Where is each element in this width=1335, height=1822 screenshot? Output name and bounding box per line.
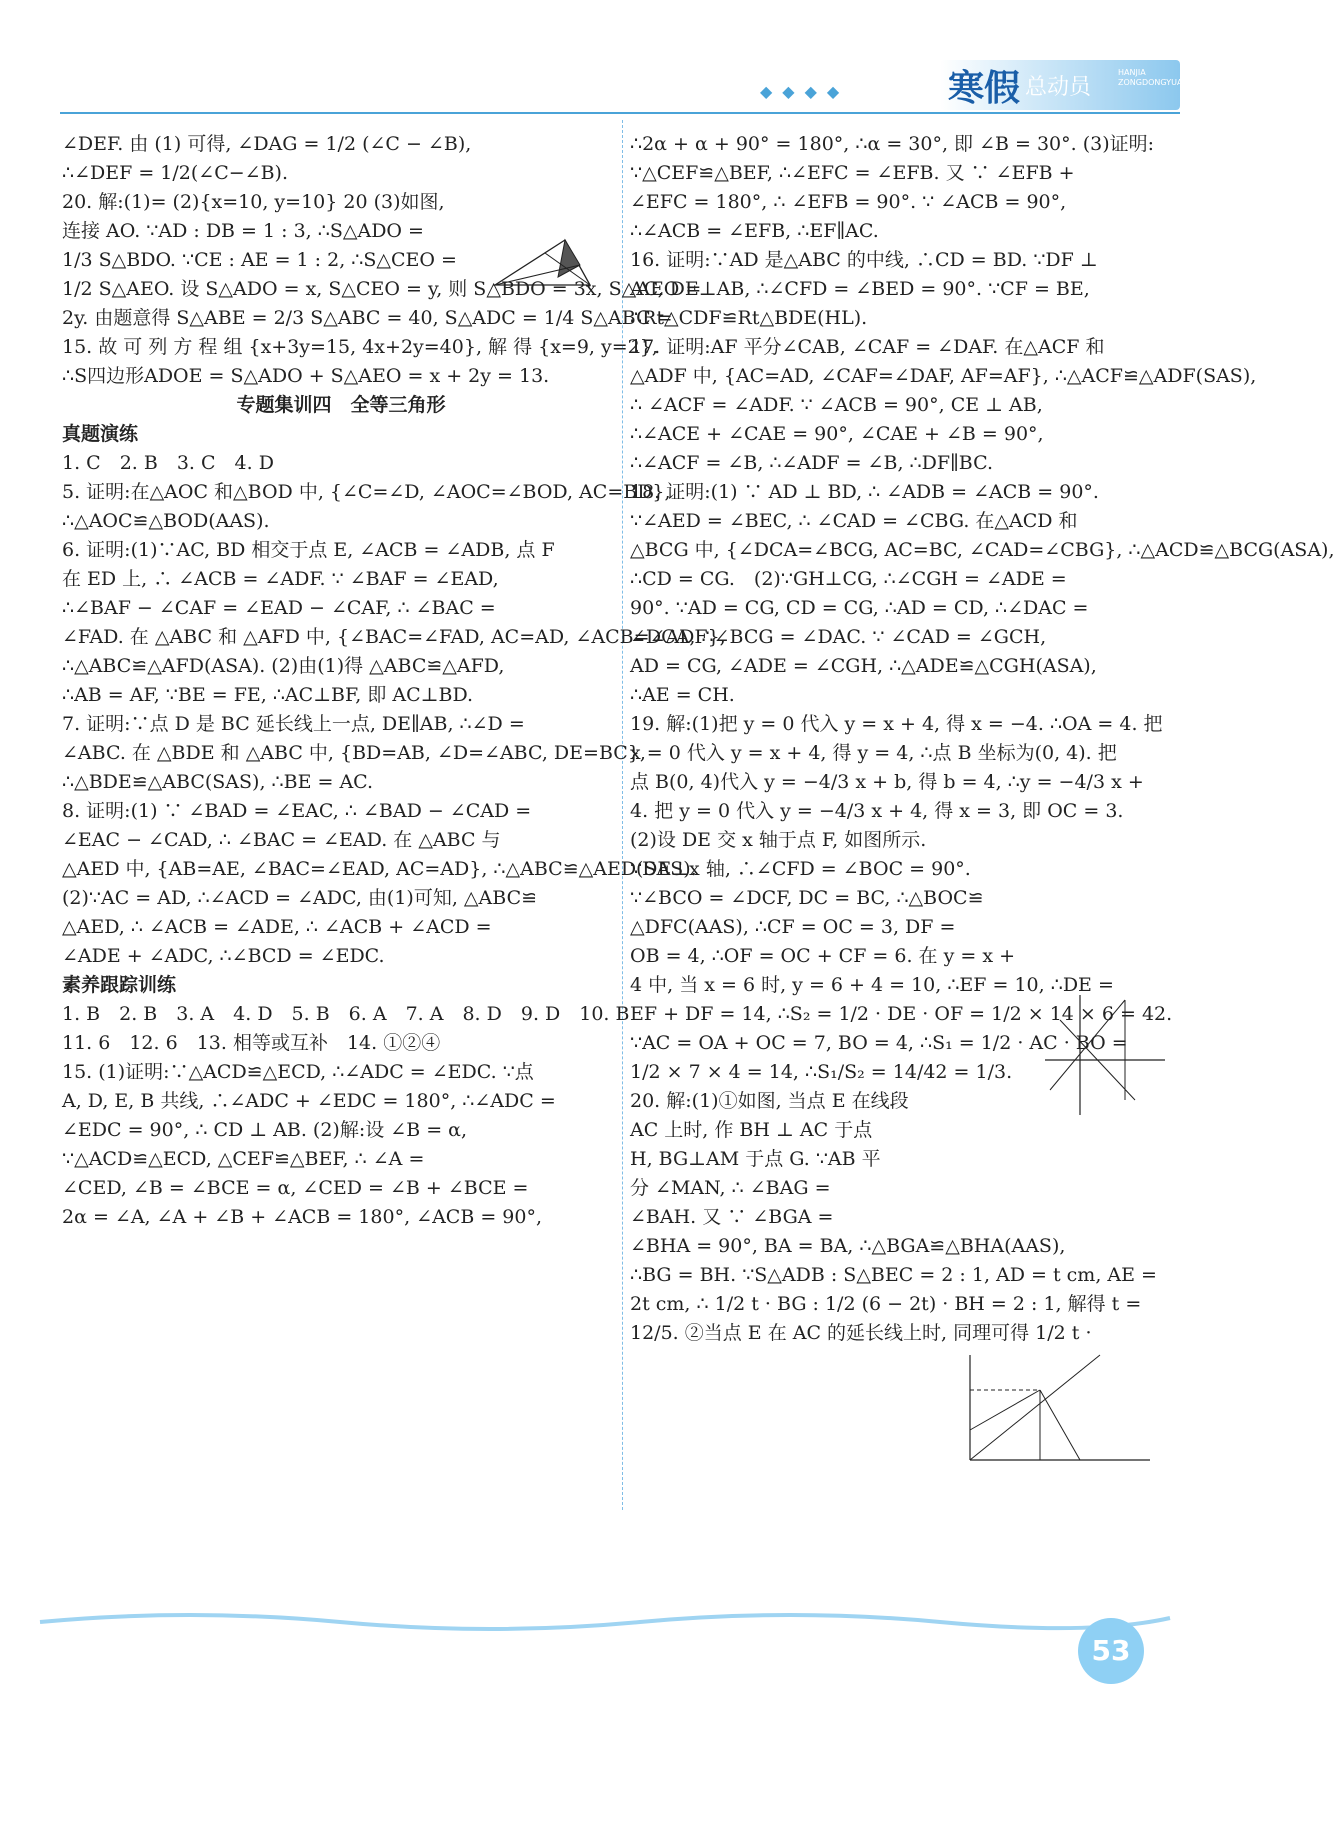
- text-line: ∠EAC − ∠CAD, ∴ ∠BAC = ∠EAD. 在 △ABC 与: [62, 829, 501, 851]
- text-line: AC, DE⊥AB, ∴∠CFD = ∠BED = 90°. ∵CF = BE,: [630, 278, 1090, 300]
- text-line: x = 0 代入 y = x + 4, 得 y = 4, ∴点 B 坐标为(0, 4). 把: [630, 742, 1117, 764]
- text-line: ∵∠BCO = ∠DCF, DC = BC, ∴△BOC≌: [630, 887, 984, 909]
- text-line: 在 ED 上, ∴ ∠ACB = ∠ADF. ∵ ∠BAF = ∠EAD,: [62, 568, 499, 590]
- text-line: 8. 证明:(1) ∵ ∠BAD = ∠EAC, ∴ ∠BAD − ∠CAD =: [62, 800, 532, 822]
- text-line: ∴AB = AF, ∵BE = FE, ∴AC⊥BF, 即 AC⊥BD.: [62, 684, 474, 706]
- header-diamonds: ◆◆◆◆: [760, 82, 850, 101]
- text-line: △DFC(AAS), ∴CF = OC = 3, DF =: [630, 916, 956, 938]
- text-line: ∠EFC = 180°, ∴ ∠EFB = 90°. ∵ ∠ACB = 90°,: [630, 191, 1067, 213]
- text-line: ∠EDC = 90°, ∴ CD ⊥ AB. (2)解:设 ∠B = α,: [62, 1119, 468, 1141]
- text-line: 7. 证明:∵点 D 是 BC 延长线上一点, DE∥AB, ∴∠D =: [62, 713, 525, 735]
- text-line: ∵∠AED = ∠BEC, ∴ ∠CAD = ∠CBG. 在△ACD 和: [630, 510, 1078, 532]
- text-line: △AED 中, {AB=AE, ∠BAC=∠EAD, AC=AD}, ∴△ABC≌△AED(SAS).: [62, 858, 697, 880]
- text-line: 1. B 2. B 3. A 4. D 5. B 6. A 7. A 8. D 9. D 10. B: [62, 1003, 630, 1025]
- text-line: 17. 证明:AF 平分∠CAB, ∠CAF = ∠DAF. 在△ACF 和: [630, 336, 1105, 358]
- brand-banner: [940, 60, 1189, 110]
- text-line: 4. 把 y = 0 代入 y = −4/3 x + 4, 得 x = 3, 即 OC = 3.: [630, 800, 1124, 822]
- text-line: EF + DF = 14, ∴S₂ = 1/2 · DE · OF = 1/2 × 14 × 6 = 42.: [630, 1003, 1173, 1025]
- text-line: (2)∵AC = AD, ∴∠ACD = ∠ADC, 由(1)可知, △ABC≌: [62, 887, 538, 909]
- subsection-title: 素养跟踪训练: [62, 974, 177, 996]
- text-line: 6. 证明:(1)∵AC, BD 相交于点 E, ∠ACB = ∠ADB, 点 F: [62, 539, 555, 561]
- text-line: ∠BHA = 90°, BA = BA, ∴△BGA≌△BHA(AAS),: [630, 1235, 1066, 1257]
- text-line: ∴ ∠ACF = ∠ADF. ∵ ∠ACB = 90°, CE ⊥ AB,: [630, 394, 1043, 416]
- brand-subtitle: 总动员: [1025, 75, 1092, 100]
- text-line: ∠CED, ∠B = ∠BCE = α, ∠CED = ∠B + ∠BCE =: [62, 1177, 529, 1199]
- text-line: ∴∠DEF = 1/2(∠C−∠B).: [62, 162, 288, 184]
- text-line: 20. 解:(1)①如图, 当点 E 在线段: [630, 1090, 909, 1112]
- text-line: 16. 证明:∵AD 是△ABC 的中线, ∴CD = BD. ∵DF ⊥: [630, 249, 1098, 271]
- text-line: ∵AC = OA + OC = 7, BO = 4, ∴S₁ = 1/2 · AC · BO =: [630, 1032, 1128, 1054]
- text-line: OB = 4, ∴OF = OC + CF = 6. 在 y = x +: [630, 945, 1016, 967]
- brand-english: HANJIA ZONGDONGYUAN: [1118, 68, 1189, 87]
- text-line: 11. 6 12. 6 13. 相等或互补 14. ①②④: [62, 1032, 441, 1054]
- section-title: 专题集训四 全等三角形: [236, 394, 446, 416]
- text-line: ∵DE⊥x 轴, ∴∠CFD = ∠BOC = 90°.: [630, 858, 971, 880]
- text-line: 2α = ∠A, ∠A + ∠B + ∠ACB = 180°, ∠ACB = 90°,: [62, 1206, 543, 1228]
- text-line: 2t cm, ∴ 1/2 t · BG : 1/2 (6 − 2t) · BH = 2 : 1, 解得 t =: [630, 1293, 1142, 1315]
- text-line: (2)设 DE 交 x 轴于点 F, 如图所示.: [630, 829, 927, 851]
- text-line: ∴△BDE≌△ABC(SAS), ∴BE = AC.: [62, 771, 374, 793]
- text-line: ∴∠BAF − ∠CAF = ∠EAD − ∠CAF, ∴ ∠BAC =: [62, 597, 496, 619]
- brand-title: 寒假: [948, 67, 1021, 109]
- text-line: ∴△AOC≌△BOD(AAS).: [62, 510, 270, 532]
- text-line: ∴S四边形ADOE = S△ADO + S△AEO = x + 2y = 13.: [62, 365, 550, 387]
- text-line: 1/2 S△AEO. 设 S△ADO = x, S△CEO = y, 则 S△BDO = 3x, S△AEO =: [62, 278, 702, 300]
- text-line: ∠BAH. 又 ∵ ∠BGA =: [630, 1206, 834, 1228]
- page-header: [60, 60, 1189, 120]
- text-line: 1/2 × 7 × 4 = 14, ∴S₁/S₂ = 14/42 = 1/3.: [630, 1061, 1013, 1083]
- text-line: 90°. ∵AD = CG, CD = CG, ∴AD = CD, ∴∠DAC =: [630, 597, 1089, 619]
- text-line: ∴CD = CG. (2)∵GH⊥CG, ∴∠CGH = ∠ADE =: [630, 568, 1067, 590]
- text-line: ∠FAD. 在 △ABC 和 △AFD 中, {∠BAC=∠FAD, AC=AD, ∠ACB=∠ADF},: [62, 626, 726, 648]
- text-line: 19. 解:(1)把 y = 0 代入 y = x + 4, 得 x = −4. ∴OA = 4. 把: [630, 713, 1163, 735]
- text-line: ∠ADE + ∠ADC, ∴∠BCD = ∠EDC.: [62, 945, 385, 967]
- text-line: ∠DCA, ∴∠BCG = ∠DAC. ∵ ∠CAD = ∠GCH,: [630, 626, 1047, 648]
- text-line: AD = CG, ∠ADE = ∠CGH, ∴△ADE≌△CGH(ASA),: [630, 655, 1097, 677]
- text-line: ∴∠ACB = ∠EFB, ∴EF∥AC.: [630, 220, 879, 242]
- text-line: 分 ∠MAN, ∴ ∠BAG =: [630, 1177, 831, 1199]
- text-line: △AED, ∴ ∠ACB = ∠ADE, ∴ ∠ACB + ∠ACD =: [62, 916, 492, 938]
- text-line: 5. 证明:在△AOC 和△BOD 中, {∠C=∠D, ∠AOC=∠BOD, AC=BD},: [62, 481, 671, 503]
- text-line: △BCG 中, {∠DCA=∠BCG, AC=BC, ∠CAD=∠CBG}, ∴△ACD≌△BCG(ASA),: [630, 539, 1335, 561]
- header-rule: [60, 112, 1180, 114]
- text-line: ∴∠ACF = ∠B, ∴∠ADF = ∠B, ∴DF∥BC.: [630, 452, 994, 474]
- text-line: ∴AE = CH.: [630, 684, 735, 706]
- text-line: 4 中, 当 x = 6 时, y = 6 + 4 = 10, ∴EF = 10, ∴DE =: [630, 974, 1114, 996]
- text-line: 12/5. ②当点 E 在 AC 的延长线上时, 同理可得 1/2 t ·: [630, 1322, 1092, 1344]
- text-line: ∴△ABC≌△AFD(ASA). (2)由(1)得 △ABC≌△AFD,: [62, 655, 505, 677]
- text-line: ∴Rt△CDF≌Rt△BDE(HL).: [630, 307, 868, 329]
- text-line: ∴BG = BH. ∵S△ADB : S△BEC = 2 : 1, AD = t cm, AE =: [630, 1264, 1157, 1286]
- text-line: 15. 故 可 列 方 程 组 {x+3y=15, 4x+2y=40}, 解 得 {x=9, y=2},: [62, 336, 658, 358]
- text-line: 连接 AO. ∵AD : DB = 1 : 3, ∴S△ADO =: [62, 220, 424, 242]
- text-line: ∠ABC. 在 △BDE 和 △ABC 中, {BD=AB, ∠D=∠ABC, DE=BC},: [62, 742, 646, 764]
- text-line: 1/3 S△BDO. ∵CE : AE = 1 : 2, ∴S△CEO =: [62, 249, 457, 271]
- text-line: H, BG⊥AM 于点 G. ∵AB 平: [630, 1148, 881, 1170]
- coordinate-figure: [1040, 990, 1170, 1120]
- text-line: ∵△CEF≌△BEF, ∴∠EFC = ∠EFB. 又 ∵ ∠EFB +: [630, 162, 1075, 184]
- text-line: ∠DEF. 由 (1) 可得, ∠DAG = 1/2 (∠C − ∠B),: [62, 133, 472, 155]
- text-line: A, D, E, B 共线, ∴∠ADC + ∠EDC = 180°, ∴∠ADC =: [62, 1090, 556, 1112]
- triangle-figure: [485, 235, 615, 335]
- right-column: [630, 130, 1335, 1348]
- text-line: 15. (1)证明:∵△ACD≌△ECD, ∴∠ADC = ∠EDC. ∵点: [62, 1061, 534, 1083]
- text-line: △ADF 中, {AC=AD, ∠CAF=∠DAF, AF=AF}, ∴△ACF≌△ADF(SAS),: [630, 365, 1257, 387]
- page-number: 53: [1078, 1618, 1144, 1684]
- text-line: ∴2α + α + 90° = 180°, ∴α = 30°, 即 ∠B = 30°. (3)证明:: [630, 133, 1155, 155]
- footer-wave: [40, 1600, 1170, 1640]
- angle-figure: [960, 1350, 1160, 1470]
- text-line: AC 上时, 作 BH ⊥ AC 于点: [630, 1119, 873, 1141]
- text-line: 点 B(0, 4)代入 y = −4/3 x + b, 得 b = 4, ∴y = −4/3 x +: [630, 771, 1144, 793]
- text-line: 2y. 由题意得 S△ABE = 2/3 S△ABC = 40, S△ADC = 1/4 S△ABC =: [62, 307, 673, 329]
- text-line: ∴∠ACE + ∠CAE = 90°, ∠CAE + ∠B = 90°,: [630, 423, 1044, 445]
- text-line: 1. C 2. B 3. C 4. D: [62, 452, 274, 474]
- text-line: 18. 证明:(1) ∵ AD ⊥ BD, ∴ ∠ADB = ∠ACB = 90°.: [630, 481, 1099, 503]
- subsection-title: 真题演练: [62, 423, 139, 445]
- text-line: 20. 解:(1)= (2){x=10, y=10} 20 (3)如图,: [62, 191, 445, 213]
- text-line: ∵△ACD≌△ECD, △CEF≌△BEF, ∴ ∠A =: [62, 1148, 425, 1170]
